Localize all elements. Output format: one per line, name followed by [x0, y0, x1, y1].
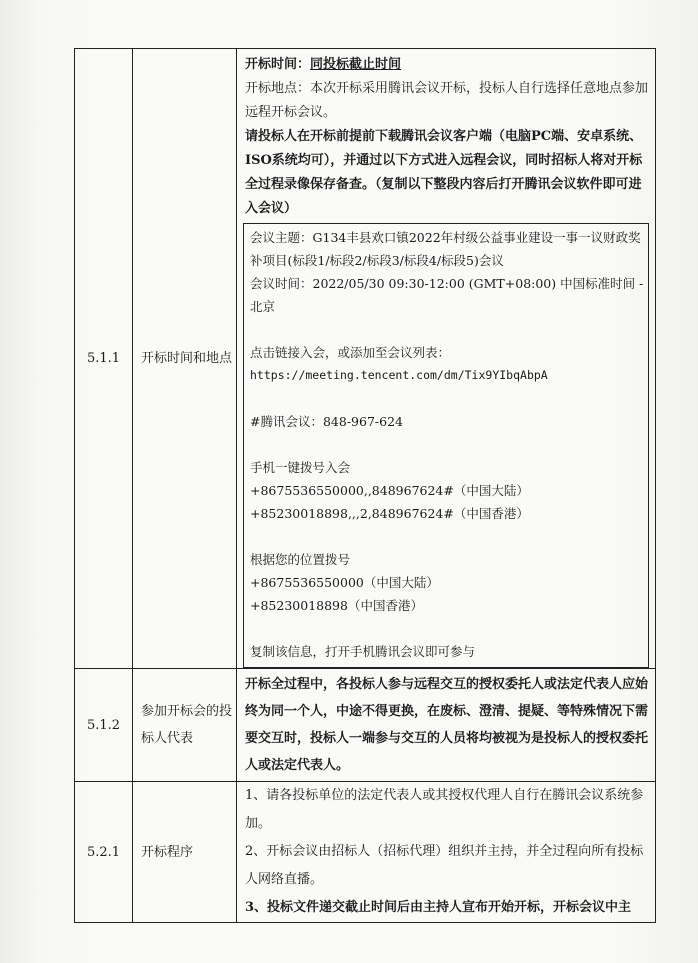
opening-location: 开标地点：本次开标采用腾讯会议开标，投标人自行选择任意地点参加远程开标会议。 [245, 81, 649, 120]
section-number: 5.1.1 [75, 49, 133, 669]
dial-number-1: +8675536550000,,848967624#（中国大陆） [250, 483, 529, 498]
procedure-item-3: 3、投标文件递交截止时间后由主持人宣布开始开标，开标会议中主 [245, 900, 632, 915]
row-label: 开标程序 [133, 782, 237, 923]
bid-opening-table [74, 48, 656, 923]
row-label: 参加开标会的投标人代表 [133, 669, 237, 782]
table-row [75, 669, 656, 782]
section-number: 5.1.2 [75, 669, 133, 782]
procedure-item-2: 2、开标会议由招标人（招标代理）组织并主持，并全过程向所有投标人网络直播。 [245, 844, 644, 887]
opening-time-value: 同投标截止时间 [310, 57, 402, 72]
meeting-info-box [243, 223, 649, 668]
table-row [75, 49, 656, 669]
meeting-link[interactable]: https://meeting.tencent.com/dm/Tix9YIbqAbpA [250, 368, 548, 382]
table-row [75, 782, 656, 923]
opening-instructions: 请投标人在开标前提前下载腾讯会议客户端（电脑PC端、安卓系统、ISO系统均可），并通过以下方式进入远程会议，同时招标人将对开标全过程录像保存备查。（复制以下整段内容后打开腾讯会议软件即可进入会议） [245, 129, 643, 216]
meeting-time: 会议时间：2022/05/30 09:30-12:00 (GMT+08:00) 中国标准时间 - 北京 [250, 276, 644, 314]
row-content [237, 49, 656, 669]
dial-number-2: +85230018898,,,2,848967624#（中国香港） [250, 506, 529, 521]
location-dial-2: +85230018898（中国香港） [250, 598, 423, 613]
meeting-topic: 会议主题：G134丰县欢口镇2022年村级公益事业建设一事一议财政奖补项目(标段1/标段2/标段3/标段4/标段5)会议 [250, 230, 641, 268]
location-dial-1: +8675536550000（中国大陆） [250, 575, 439, 590]
copy-hint: 复制该信息，打开手机腾讯会议即可参与 [250, 644, 476, 659]
opening-time: 开标时间：同投标截止时间 [245, 57, 402, 72]
location-dial-title: 根据您的位置拨号 [250, 552, 351, 567]
section-number: 5.2.1 [75, 782, 133, 923]
procedure-item-1: 1、请各投标单位的法定代表人或其授权代理人自行在腾讯会议系统参加。 [245, 788, 644, 831]
meeting-id: #腾讯会议：848-967-624 [250, 414, 403, 429]
meeting-link-prompt: 点击链接入会，或添加至会议列表： [250, 345, 451, 360]
row-content [237, 782, 656, 923]
dial-title: 手机一键拨号入会 [250, 460, 351, 475]
row-content: 开标全过程中，各投标人参与远程交互的授权委托人或法定代表人应始终为同一个人，中途不得更换，在废标、澄清、提疑、等特殊情况下需要交互时，投标人一端参与交互的人员将均被视为是投标人的授权委托人或法定代表人。 [237, 669, 656, 782]
row-label: 开标时间和地点 [133, 49, 237, 669]
